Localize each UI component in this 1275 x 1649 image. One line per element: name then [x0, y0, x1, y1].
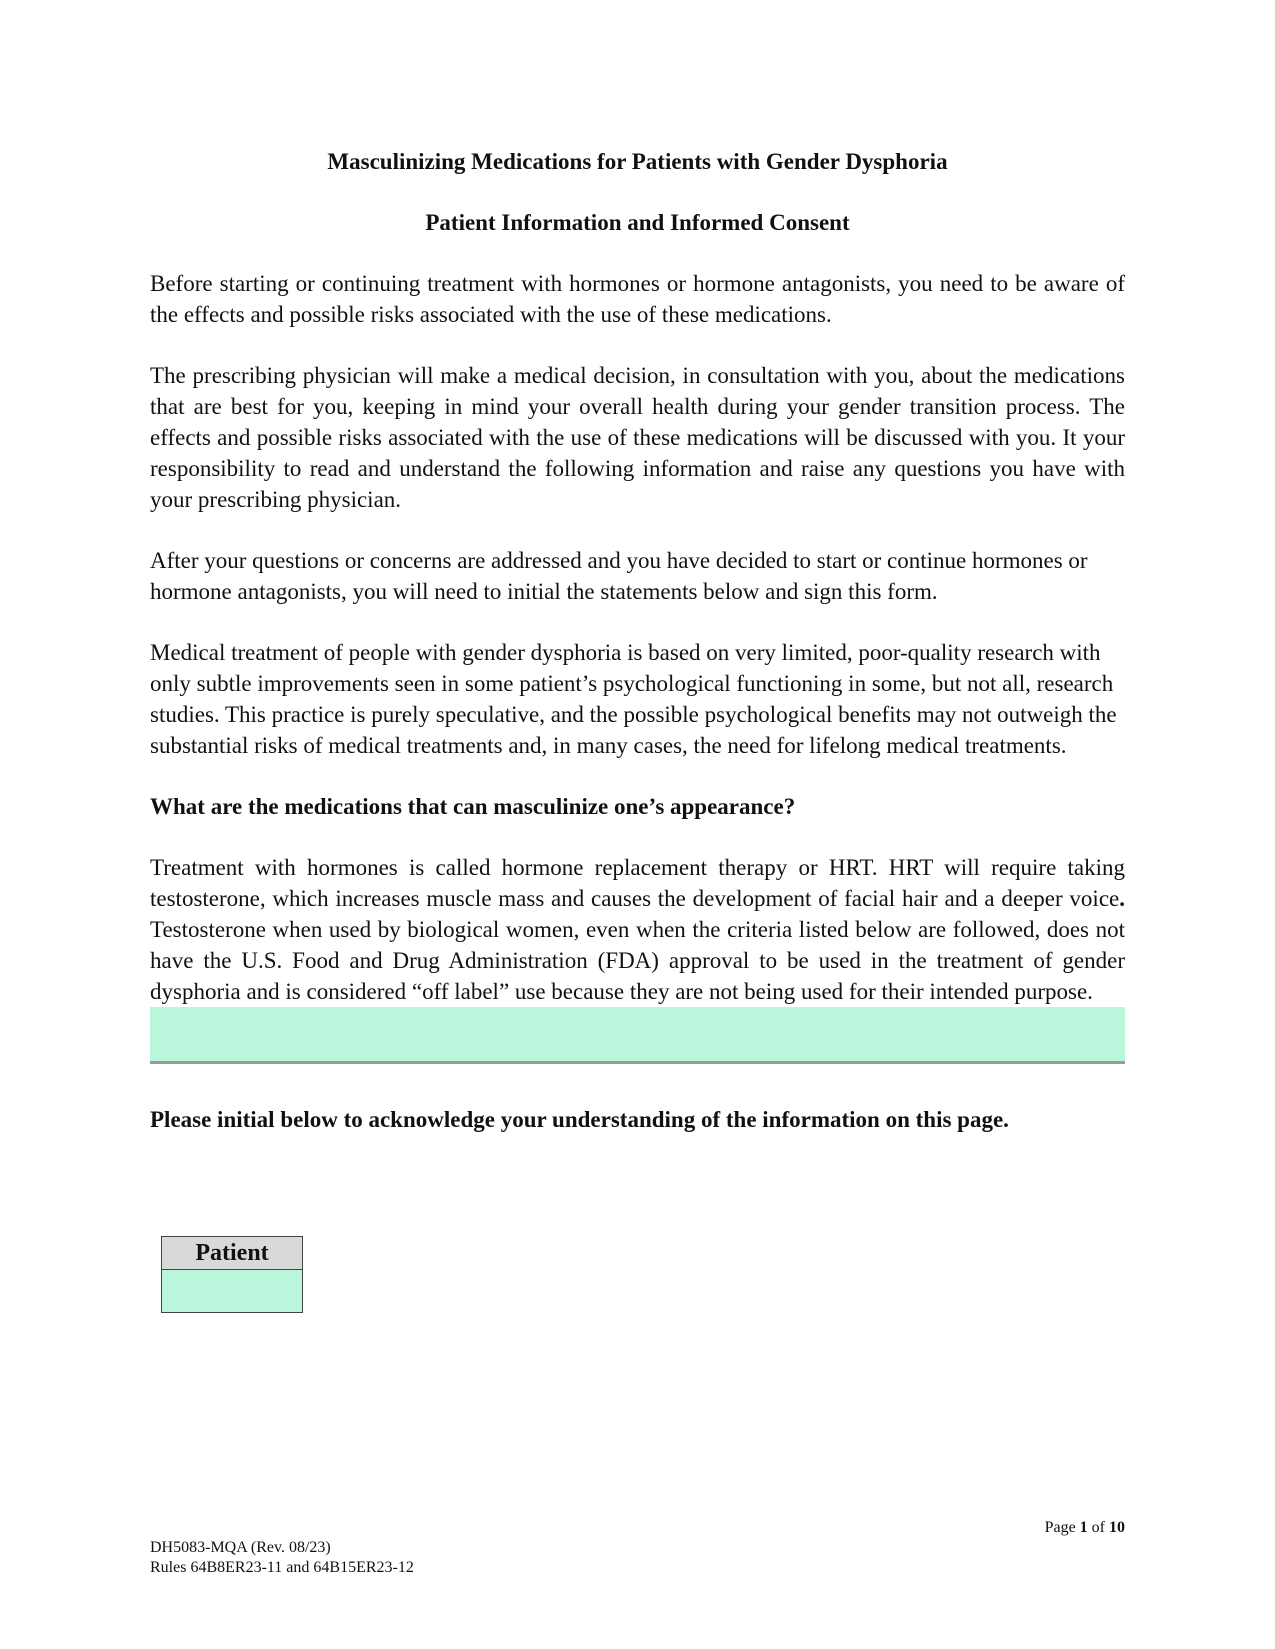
patient-initial-field[interactable] — [162, 1270, 302, 1312]
hrt-paragraph-part1: Treatment with hormones is called hormone replacement therapy or HRT. HRT will require taking testosterone, which increases muscle mass and causes the development of facial hair and a deeper voice — [150, 855, 1125, 911]
form-id: DH5083-MQA (Rev. 08/23) — [150, 1539, 331, 1556]
physician-paragraph: The prescribing physician will make a medical decision, in consultation with you, about the medications that are best for you, keeping in mind your overall health during your gender transition process. The effects and possible risks associated with the use of these medications will be discussed with you. It your responsibility to read and understand the following information and raise any questions you have with your prescribing physician. — [150, 363, 1125, 512]
document-body — [150, 146, 1125, 1135]
hrt-paragraph-part2: Testosterone when used by biological women, even when the criteria listed below are followed, does not have the U.S. Food and Drug Administration (FDA) approval to be used in the treatment of gender dysphoria and is considered “off label” use because they are not being used for their intended purpose. — [150, 917, 1125, 1004]
patient-initial-box — [161, 1236, 303, 1313]
initial-instructions-paragraph: After your questions or concerns are addressed and you have decided to start or continue hormones or hormone antagonists, you will need to initial the statements below and sign this form. — [150, 548, 1088, 604]
page-total: 10 — [1109, 1519, 1125, 1536]
page-of: of — [1087, 1519, 1109, 1536]
page-number — [1045, 1518, 1125, 1538]
section-heading: What are the medications that can masculinize one’s appearance? — [150, 794, 796, 819]
patient-initial-label: Patient — [162, 1237, 302, 1270]
intro-paragraph: Before starting or continuing treatment with hormones or hormone antagonists, you need to be aware of the effects and possible risks associated with the use of these medications. — [150, 271, 1125, 327]
page-prefix: Page — [1044, 1519, 1080, 1536]
form-rules: Rules 64B8ER23-11 and 64B15ER23-12 — [150, 1559, 414, 1576]
notes-fill-field[interactable] — [150, 1007, 1125, 1064]
page-current: 1 — [1079, 1519, 1088, 1536]
form-footer — [150, 1538, 414, 1578]
hrt-paragraph-bold-period: . — [1119, 886, 1125, 911]
document-title: Masculinizing Medications for Patients with Gender Dysphoria — [327, 149, 948, 174]
research-paragraph: Medical treatment of people with gender dysphoria is based on very limited, poor-quality research with only subtle improvements seen in some patient’s psychological functioning in some, but not all, research studies. This practice is purely speculative, and the possible psychological benefits may not outweigh the substantial risks of medical treatments and, in many cases, the need for lifelong medical treatments. — [150, 640, 1117, 758]
acknowledge-text: Please initial below to acknowledge your understanding of the information on this page. — [150, 1107, 1009, 1132]
hrt-paragraph — [150, 852, 1125, 1007]
document-subtitle: Patient Information and Informed Consent — [425, 210, 850, 235]
